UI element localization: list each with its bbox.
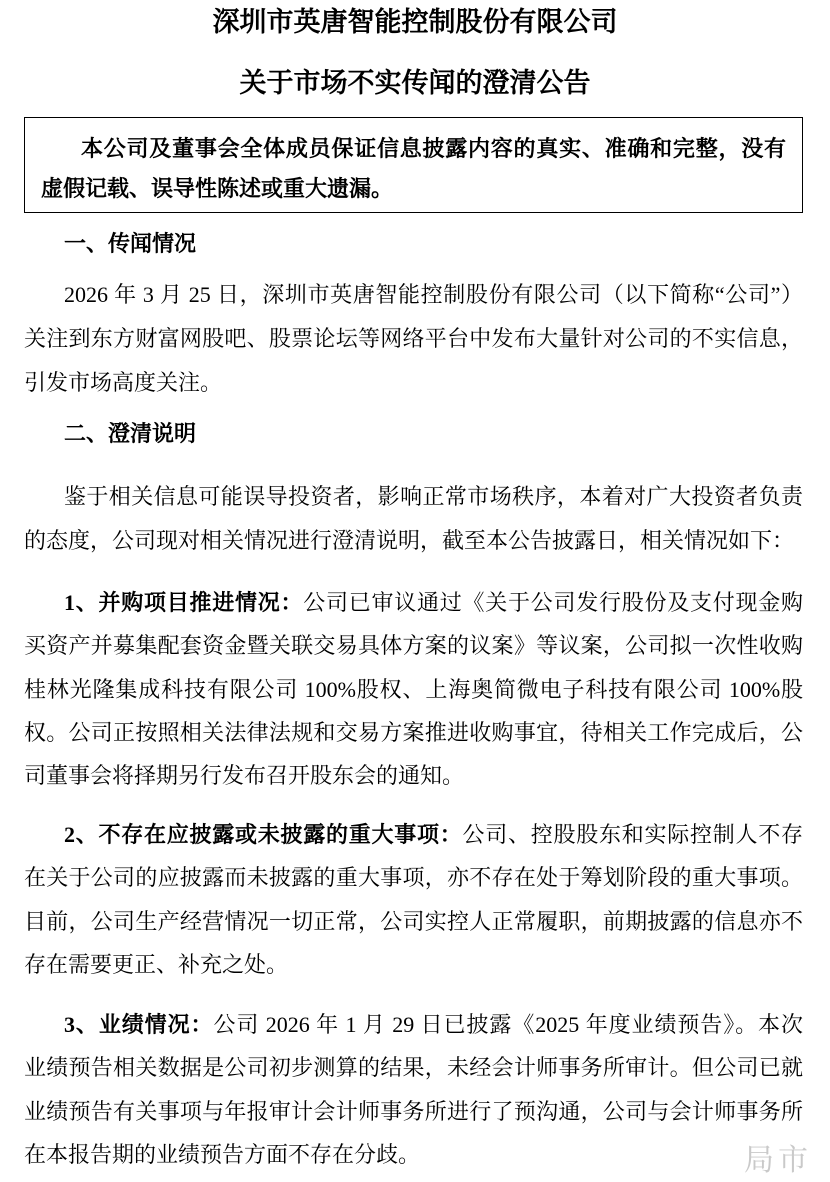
item-line: 桂林光隆集成科技有限公司 100%股权、上海奥简微电子科技有限公司 100%股	[24, 676, 803, 702]
item-line: 在本报告期的业绩预告方面不存在分歧。	[24, 1141, 421, 1167]
item-line: 存在需要更正、补充之处。	[24, 951, 289, 977]
item-text: 公司 2026 年 1 月 29 日已披露《2025 年度业绩预告》。本次	[213, 1012, 803, 1037]
statement-line: 虚假记载、误导性陈述或重大遗漏。	[41, 176, 394, 201]
intro-line: 鉴于相关信息可能误导投资者，影响正常市场秩序，本着对广大投资者负责	[64, 484, 803, 509]
item-line: 买资产并募集配套资金暨关联交易具体方案的议案》等议案，公司拟一次性收购	[24, 633, 803, 659]
item-line	[24, 581, 803, 624]
rumor-line: 2026 年 3 月 25 日，深圳市英唐智能控制股份有限公司（以下简称“公司”）	[64, 282, 803, 307]
clarification-item-major-matters	[24, 813, 803, 986]
item-line: 目前，公司生产经营情况一切正常，公司实控人正常履职，前期披露的信息亦不	[24, 908, 803, 934]
item-line: 业绩预告有关事项与年报审计会计师事务所进行了预沟通，公司与会计师事务所	[24, 1098, 803, 1124]
item-line: 权。公司正按照相关法律法规和交易方案推进收购事宜，待相关工作完成后，公	[24, 719, 803, 745]
item-line	[24, 813, 803, 856]
board-statement-box	[24, 117, 803, 213]
item-label: 1、并购项目推进情况：	[64, 590, 304, 615]
clarification-item-performance	[24, 1003, 803, 1176]
item-label: 2、不存在应披露或未披露的重大事项：	[64, 822, 463, 847]
section-heading-rumor: 一、传闻情况	[64, 231, 197, 256]
item-line: 司董事会将择期另行发布召开股东会的通知。	[24, 763, 465, 789]
rumor-line: 引发市场高度关注。	[24, 370, 223, 395]
rumor-paragraph	[24, 273, 803, 405]
announcement-title: 关于市场不实传闻的澄清公告	[239, 68, 591, 98]
clarification-item-merger	[24, 581, 803, 797]
section-heading-clarification: 二、澄清说明	[64, 421, 197, 446]
item-text: 公司已审议通过《关于公司发行股份及支付现金购	[303, 590, 803, 615]
item-line	[24, 1003, 803, 1046]
company-title: 深圳市英唐智能控制股份有限公司	[212, 7, 618, 37]
statement-line: 本公司及董事会全体成员保证信息披露内容的真实、准确和完整，没有	[81, 136, 786, 161]
clarification-intro	[24, 475, 803, 563]
item-line: 在关于公司的应披露而未披露的重大事项，亦不存在处于筹划阶段的重大事项。	[24, 865, 803, 891]
rumor-line: 关注到东方财富网股吧、股票论坛等网络平台中发布大量针对公司的不实信息，	[24, 326, 803, 351]
item-label: 3、业绩情况：	[64, 1012, 214, 1037]
intro-line: 的态度，公司现对相关情况进行澄清说明，截至本公告披露日，相关情况如下：	[24, 528, 795, 553]
item-text: 公司、控股股东和实际控制人不存	[462, 822, 803, 847]
item-line: 业绩预告相关数据是公司初步测算的结果，未经会计师事务所审计。但公司已就	[24, 1055, 803, 1081]
watermark-logo: 局市	[744, 1143, 812, 1178]
